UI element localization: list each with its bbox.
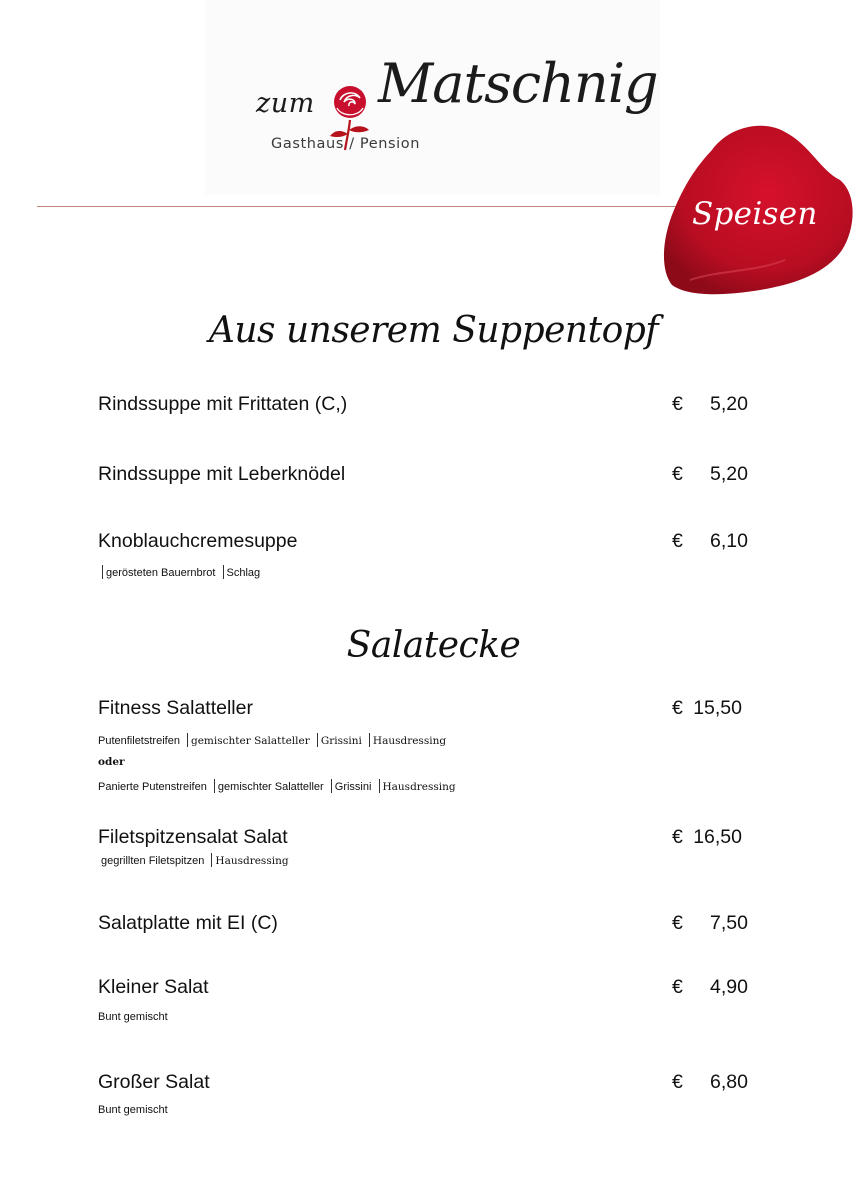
description-part: gemischter Salatteller <box>191 735 310 747</box>
price-value: 15,50 <box>693 697 742 719</box>
description-part: gegrillten Filetspitzen <box>101 855 205 867</box>
menu-item-price <box>672 826 748 895</box>
menu-item-description <box>101 853 289 867</box>
currency-symbol: € <box>672 697 683 719</box>
logo-subtitle: Gasthaus / Pension <box>271 136 421 152</box>
logo-prefix: zum <box>256 88 315 119</box>
separator <box>369 733 370 747</box>
separator <box>317 733 318 747</box>
menu-item-description <box>98 779 456 793</box>
price-value: 4,90 <box>710 976 748 998</box>
menu-item-name: Rindssuppe mit Leberknödel <box>98 463 346 485</box>
menu-item-name: Rindssuppe mit Frittaten (C,) <box>98 393 348 415</box>
price-value: 6,80 <box>710 1071 748 1093</box>
separator <box>187 733 188 747</box>
separator <box>223 565 224 579</box>
description-part: Grissini <box>334 781 372 793</box>
currency-symbol: € <box>672 393 683 415</box>
currency-symbol: € <box>672 1071 683 1093</box>
menu-item-price <box>672 976 748 1045</box>
menu-item-price <box>672 393 748 462</box>
description-part: Putenfiletstreifen <box>98 735 180 747</box>
description-part: Panierte Putenstreifen <box>98 781 207 793</box>
menu-item-name: Knoblauchcremesuppe <box>98 530 298 552</box>
description-part: gerösteten Bauernbrot <box>106 567 216 579</box>
price-value: 6,10 <box>710 530 748 552</box>
currency-symbol: € <box>672 530 683 552</box>
section-title-salads: Salatecke <box>346 625 521 666</box>
currency-symbol: € <box>672 976 683 998</box>
currency-symbol: € <box>672 463 683 485</box>
description-part: Hausdressing <box>215 855 289 867</box>
menu-item-description <box>98 733 446 747</box>
separator <box>331 779 332 793</box>
menu-item-description <box>98 565 260 579</box>
menu-item-price <box>672 697 748 766</box>
menu-item-price <box>672 530 748 599</box>
menu-item-description: Bunt gemischt <box>98 1011 168 1023</box>
description-part: gemischter Salatteller <box>217 781 324 793</box>
section-title-soups: Aus unserem Suppentopf <box>208 310 659 351</box>
menu-item-price <box>672 1071 748 1140</box>
header-divider <box>37 206 697 207</box>
separator <box>379 779 380 793</box>
menu-item-price <box>672 463 748 532</box>
price-value: 5,20 <box>710 393 748 415</box>
price-value: 7,50 <box>710 912 748 934</box>
separator <box>102 565 103 579</box>
description-part: Schlag <box>226 567 261 579</box>
logo-name: Matschnig <box>378 52 658 115</box>
menu-item-description: Bunt gemischt <box>98 1104 168 1116</box>
description-part: Grissini <box>320 735 362 747</box>
category-badge: Speisen <box>692 196 818 232</box>
description-part: Hausdressing <box>382 781 456 793</box>
menu-item-name: Großer Salat <box>98 1071 210 1093</box>
currency-symbol: € <box>672 826 683 848</box>
description-part: Hausdressing <box>372 735 447 747</box>
separator <box>211 853 212 867</box>
menu-item-name: Filetspitzensalat Salat <box>98 826 288 848</box>
separator <box>214 779 215 793</box>
alternative-label: oder <box>98 756 125 768</box>
menu-item-name: Kleiner Salat <box>98 976 209 998</box>
price-value: 5,20 <box>710 463 748 485</box>
menu-item-name: Salatplatte mit EI (C) <box>98 912 278 934</box>
price-value: 16,50 <box>693 826 742 848</box>
menu-item-name: Fitness Salatteller <box>98 697 253 719</box>
currency-symbol: € <box>672 912 683 934</box>
menu-item-price <box>672 912 748 981</box>
